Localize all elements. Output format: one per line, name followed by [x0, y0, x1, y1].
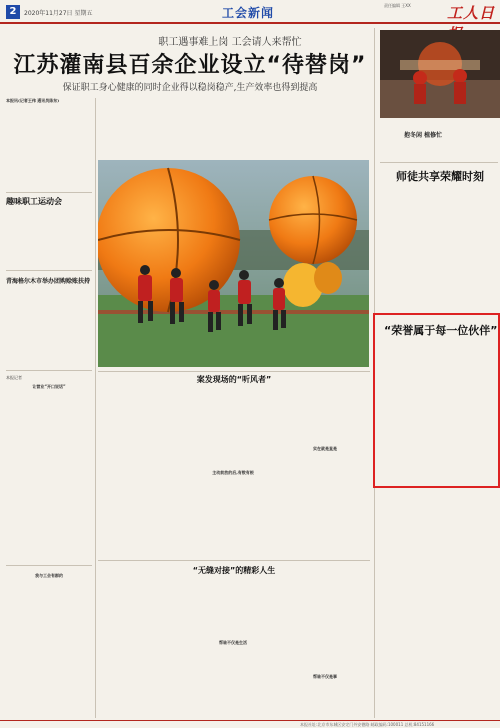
- boxed-story-title: “荣誉属于每一位伙伴”: [384, 324, 498, 337]
- left-item-1-body: [6, 210, 92, 266]
- middle-divider-1: [98, 371, 370, 372]
- left-item-3-byline: 本报记者: [6, 375, 22, 380]
- lead-body-col-2: [100, 98, 186, 158]
- page-footer: 本报社址:北京市东城区安定门外安德路 邮政编码:100011 总机:84151166: [0, 720, 500, 728]
- story-2-body-col-1: [100, 580, 184, 716]
- story-2-body-col-2b: [190, 648, 276, 716]
- left-item-1-title: 趣味职工运动会: [6, 197, 62, 206]
- left-body-1: [6, 150, 92, 190]
- right-story-2-body: [378, 494, 498, 716]
- lead-body-col-3: [190, 98, 276, 158]
- left-column-rule: [95, 98, 96, 718]
- section-title: 工会新闻: [222, 6, 275, 20]
- story-1-body-col-2b: [190, 478, 276, 556]
- right-photo: [380, 30, 500, 118]
- story-1-body-col-3: [280, 388, 370, 442]
- page-header: [0, 0, 500, 24]
- issue-date: 2020年11月27日 星期五: [24, 10, 93, 17]
- lead-kicker: 职工遇事难上岗 工会请人来帮忙: [158, 37, 302, 48]
- story-1-subhead-1: 主动前放的后,有数有根: [212, 470, 254, 475]
- story-2-body-col-2: [190, 580, 276, 636]
- left-divider-2: [6, 270, 92, 271]
- left-item-4-body: [6, 581, 92, 717]
- middle-divider-2: [98, 560, 370, 561]
- right-divider-1: [380, 162, 498, 163]
- story-2-body-col-3b: [280, 682, 370, 716]
- left-item-3-title: 让营业“开口说话”: [32, 384, 66, 389]
- story-2-title: “无缝对接”的精彩人生: [192, 566, 276, 575]
- story-1-body-col-2: [190, 388, 276, 466]
- story-2-subhead-1: 帮谁不仅是生活: [219, 640, 247, 645]
- story-1-subhead-2: 实在就是直是: [313, 446, 337, 451]
- story-1-title: 案发现场的“听风者”: [196, 375, 272, 384]
- story-1-body-col-3b: [280, 454, 370, 556]
- right-story-1-body: [380, 186, 498, 308]
- lead-body-col-1: [6, 98, 96, 144]
- right-photo-image: [380, 30, 500, 118]
- left-divider-1: [6, 192, 92, 193]
- right-photo-caption: 抱冬闲 植修忙: [404, 132, 443, 139]
- lead-headline: 江苏灌南县百余企业设立“待替岗”: [13, 53, 367, 78]
- left-item-2-title: 青海格尔木市举办团购赊账扶持: [6, 278, 91, 285]
- lead-byline: 本报讯(记者王伟 通讯员陈东): [6, 98, 60, 103]
- lead-photo: [98, 160, 369, 367]
- left-divider-4: [6, 565, 92, 566]
- page-number: 2: [6, 5, 20, 19]
- editor-credit: 责任编辑 王XX: [384, 3, 411, 8]
- left-item-2-body: [6, 288, 92, 352]
- right-caption-body: [380, 140, 498, 160]
- lead-body-col-4: [282, 98, 370, 158]
- lead-subhead: 保证职工身心健康的同时企业得以稳岗稳产,生产效率也得到提高: [62, 83, 318, 93]
- lead-photo-image: [98, 160, 369, 367]
- story-2-subhead-2: 帮谁不仅是事: [313, 674, 337, 679]
- newspaper-logo: 工人日: [447, 4, 496, 22]
- story-1-body-col-1: [100, 388, 184, 556]
- left-item-3-body: [6, 392, 92, 560]
- right-photo-note: [380, 120, 498, 128]
- story-2-body-col-3: [280, 580, 370, 670]
- boxed-story-body: [378, 342, 496, 484]
- left-item-4-title: 我与工会有群约: [35, 573, 63, 578]
- left-divider-3: [6, 370, 92, 371]
- right-headline-1: 师徒共享荣耀时刻: [396, 170, 484, 183]
